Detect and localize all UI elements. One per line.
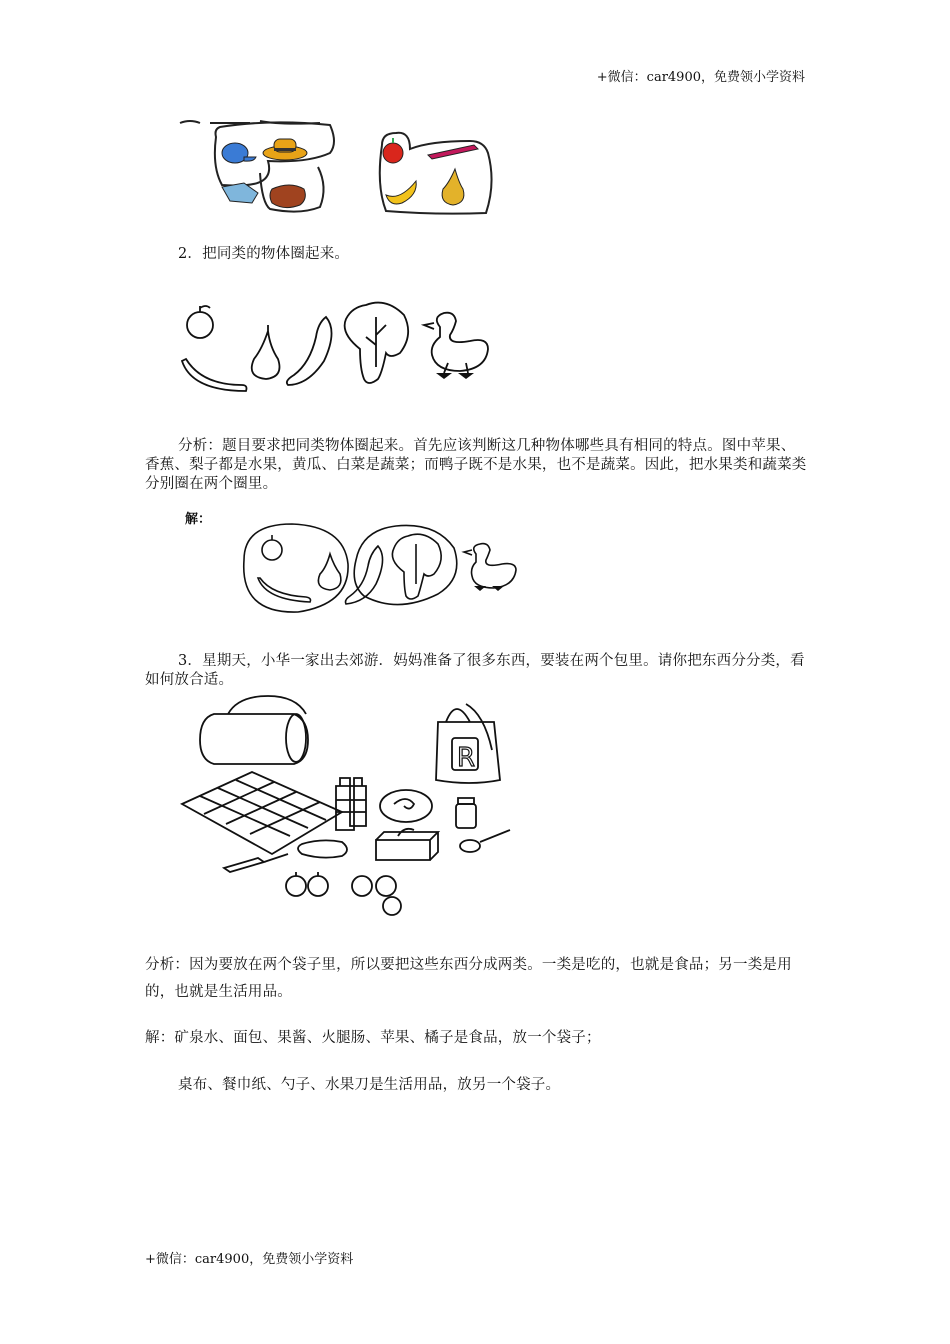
banana-icon bbox=[258, 578, 311, 602]
tissue-box-icon bbox=[376, 829, 438, 860]
sausage-icon bbox=[298, 840, 347, 857]
pear-icon bbox=[252, 325, 280, 379]
pear-icon bbox=[442, 169, 464, 205]
banana-icon bbox=[182, 359, 247, 391]
figure-q1-grouping bbox=[210, 115, 510, 220]
question-2: 2．把同类的物体圈起来。 bbox=[178, 246, 350, 262]
cabbage-icon bbox=[392, 534, 441, 599]
pear-icon bbox=[318, 554, 341, 590]
duck-icon bbox=[424, 313, 488, 373]
duck-icon bbox=[464, 544, 516, 588]
cucumber-icon bbox=[287, 317, 332, 385]
pencil-icon bbox=[428, 145, 478, 159]
page-footer: +微信：car4900，免费领小学资料 bbox=[145, 1252, 354, 1267]
cabbage-icon bbox=[345, 303, 409, 383]
bread-icon bbox=[380, 790, 432, 822]
water-bottles-icon bbox=[336, 778, 366, 830]
apple-icon bbox=[262, 535, 282, 560]
solution-2-label: 解： bbox=[185, 512, 212, 527]
apples-icon bbox=[286, 872, 328, 896]
analysis-2: 分析：题目要求把同类物体圈起来。首先应该判断这几种物体哪些具有相同的特点。图中苹果、香蕉、梨子都是水果，黄瓜、白菜是蔬菜；而鸭子既不是水果，也不是蔬菜。因此，把水果类和蔬菜类分别圈在两个圈里。 bbox=[145, 438, 807, 492]
figure-q2-objects bbox=[178, 295, 498, 410]
answer-3-line-2: 桌布、餐巾纸、勺子、水果刀是生活用品，放另一个袋子。 bbox=[178, 1077, 561, 1093]
svg-text:R: R bbox=[457, 743, 476, 773]
hat-icon bbox=[263, 139, 307, 160]
answer-3-line-1: 解：矿泉水、面包、果酱、火腿肠、苹果、橘子是食品，放一个袋子； bbox=[145, 1030, 601, 1046]
spoon-icon bbox=[460, 830, 510, 852]
question-3: 3．星期天，小华一家出去郊游．妈妈准备了很多东西，要装在两个包里。请你把东西分分类，看如何放合适。 bbox=[145, 653, 805, 688]
banana-icon bbox=[386, 181, 416, 204]
apple-icon bbox=[383, 138, 403, 163]
sports-bag-icon bbox=[200, 696, 308, 764]
jam-jar-icon bbox=[456, 798, 476, 828]
analysis-3: 分析：因为要放在两个袋子里，所以要把这些东西分成两类。一类是吃的，也就是食品；另一类是用的，也就是生活用品。 bbox=[145, 957, 792, 1000]
gloves-icon bbox=[270, 185, 305, 208]
apple-icon bbox=[187, 306, 213, 338]
scarf-icon bbox=[222, 183, 258, 203]
oranges-icon bbox=[352, 876, 401, 915]
cap-icon bbox=[222, 143, 256, 163]
page-header: +微信：car4900，免费领小学资料 bbox=[596, 70, 805, 85]
knife-icon bbox=[224, 854, 288, 872]
figure-q2-solution bbox=[238, 520, 523, 620]
figure-q3-picnic-items bbox=[178, 686, 523, 916]
shopping-bag-icon bbox=[436, 704, 500, 783]
